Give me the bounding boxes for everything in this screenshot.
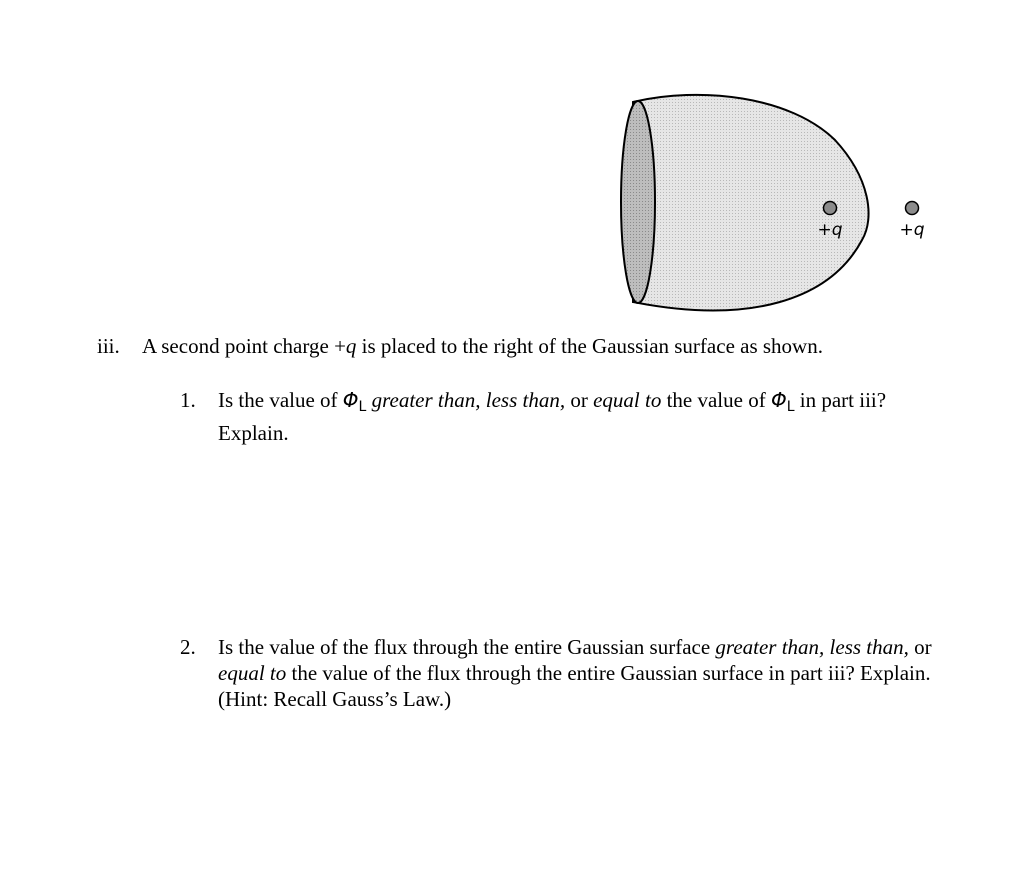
question-1-number: 1.: [180, 388, 196, 412]
phi-subscript: L: [358, 399, 367, 415]
prompt-text-after: is placed to the right of the Gaussian surface as shown.: [356, 334, 823, 358]
question-2-text: [218, 634, 940, 712]
part-number: iii.: [97, 334, 120, 358]
q1-comparison: greater than, less than,: [371, 388, 566, 412]
q1-or: or: [565, 388, 594, 412]
q2-comparison: greater than, less than,: [715, 635, 909, 659]
prompt-text-before: A second point charge +: [142, 334, 346, 358]
charge-inside-label: +q: [817, 220, 843, 240]
phi-glyph: Φ: [770, 388, 787, 412]
q1-text-1: Is the value of: [218, 388, 343, 412]
gaussian-surface-left-face: [621, 101, 655, 303]
q2-or: or: [908, 635, 932, 659]
question-1: [180, 387, 940, 446]
q1-text-3: in part iii? Explain.: [218, 388, 887, 445]
gaussian-surface-figure: [600, 90, 960, 330]
phi-symbol: [770, 388, 795, 415]
gaussian-surface-diagram: [600, 90, 960, 330]
charge-outside: [906, 202, 919, 215]
part-iii-prompt: [97, 333, 823, 359]
phi-subscript: L: [786, 399, 795, 415]
q1-text-2: the value of: [661, 388, 771, 412]
q2-text-2: the value of the flux through the entire Gaussian surface in part iii? Explain. (Hint: Recall Gauss’s Law.): [218, 661, 931, 711]
phi-glyph: Φ: [342, 388, 359, 412]
question-1-text: [218, 387, 940, 446]
phi-symbol: [342, 388, 367, 415]
q1-equal-to: equal to: [593, 388, 662, 412]
charge-inside: [824, 202, 837, 215]
q2-equal-to: equal to: [218, 661, 287, 685]
question-2-number: 2.: [180, 635, 196, 659]
q2-text-1: Is the value of the flux through the entire Gaussian surface: [218, 635, 716, 659]
prompt-q: q: [345, 334, 357, 358]
question-2: [180, 634, 940, 712]
charge-outside-label: +q: [899, 220, 925, 240]
